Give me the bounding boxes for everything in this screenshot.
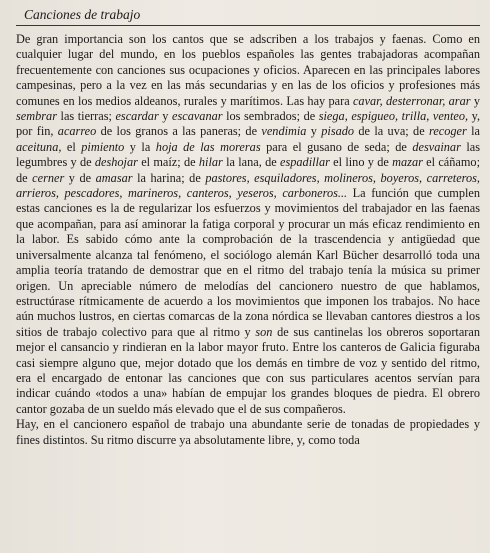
section-heading: Canciones de trabajo — [24, 7, 141, 22]
heading-rule — [16, 25, 480, 26]
paragraph-1: De gran importancia son los cantos que se adscriben a los trabajos y faenas. Como en cualquier lugar del mundo, en los pueblos españoles las gentes trabajadoras acompañan frecuentemente con canciones sus ocupaciones y oficios. Aparecen en las principales labores campesinas, pero a la vez en las más secundarias y en las de los oficios y profesiones más comunes en los medios aldeanos, rurales y marítimos. Las hay para cavar, desterronar, arar y sembrar las tierras; escardar y escavanar los sembrados; de siega, espigueo, trilla, venteo, y, por fin, acarreo de los granos a las paneras; de vendimia y pisado de la uva; de recoger la aceituna, el pimiento y la hoja de las moreras para el gusano de seda; de desvainar las legumbres y de deshojar el maíz; de hilar la lana, de espadillar el lino y de mazar el cáñamo; de cerner y de amasar la harina; de pastores, esquiladores, molineros, boyeros, carreteros, arrieros, pescadores, marineros, canteros, yeseros, carboneros... La función que cumplen estas canciones es la de regularizar los esfuerzos y movimientos del trabajador en las faenas que acompañan, para así aminorar la fatiga corporal y procurar un más eficaz rendimiento en la labor. Es sabido cómo ante la comprobación de la trascendencia y antigüedad que universalmente alcanza tal fenómeno, el sociólogo alemán Karl Bücher desarrolló toda una amplia teoría tratando de demostrar que en el ritmo del trabajo tenía la música su primer origen. Un apreciable número de melodías del cancionero nuestro de que hablamos, estructúrase rítmicamente de acuerdo a los movimientos que imponen los trabajos. No hace aún muchos lustros, en ciertas comarcas de la zona nórdica se llevaban cantores diestros a los sitios de trabajo colectivo para que al ritmo y son de sus cantinelas los obreros soportaran mejor el cansancio y rindieran en la labor mayor fruto. Entre los canteros de Galicia figuraba casi siempre alguno que, mejor dotado que los demás en timbre de voz y sentido del ritmo, era el encargado de entonar las canciones que con sus particulares acentos servían para indicar cuándo «todos a una» habían de empujar los grandes bloques de piedra. El obrero cantor gozaba de un sueldo más elevado que el de sus compañeros. — [16, 32, 481, 416]
paragraph-2: Hay, en el cancionero español de trabajo una abundante serie de tonadas de propiedades y fines distintos. Su ritmo discurre ya absolutamente libre, y, como toda — [16, 417, 480, 447]
